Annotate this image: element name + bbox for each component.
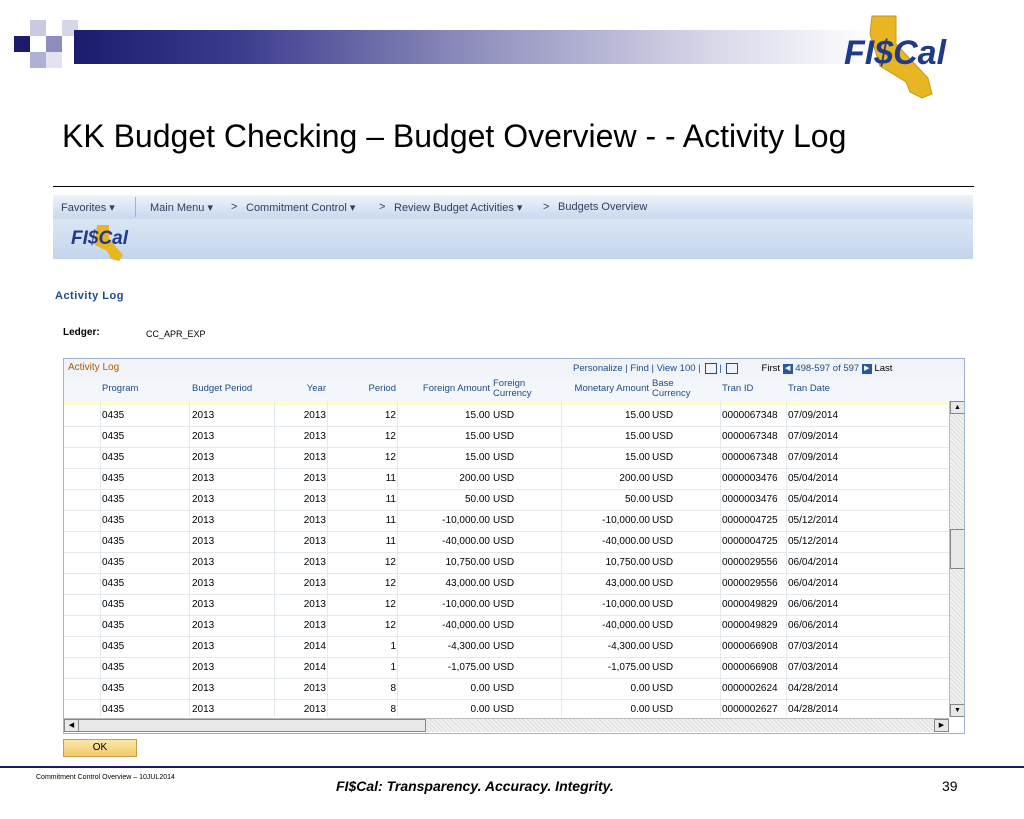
- cell-monetary-amount: 43,000.00: [605, 578, 650, 589]
- cell-year: 2013: [303, 431, 326, 442]
- table-row: [64, 636, 949, 658]
- cell-tran-date: 06/06/2014: [788, 599, 839, 610]
- footer-left-text: Commitment Control Overview – 10JUL2014: [36, 774, 175, 781]
- cell-program: 0435: [102, 473, 125, 484]
- horizontal-scrollbar[interactable]: [64, 718, 949, 732]
- table-row: [64, 615, 949, 637]
- cell-period: 12: [384, 410, 396, 421]
- cell-base-currency: USD: [652, 473, 674, 484]
- decorative-squares: [0, 0, 80, 80]
- cell-program: 0435: [102, 557, 125, 568]
- ok-button[interactable]: OK: [63, 739, 137, 757]
- cell-base-currency: USD: [652, 578, 674, 589]
- cell-tran-id: 0000049829: [722, 599, 778, 610]
- cell-tran-date: 05/04/2014: [788, 494, 839, 505]
- cell-program: 0435: [102, 578, 125, 589]
- cell-tran-id: 0000029556: [722, 578, 778, 589]
- table-row: [64, 657, 949, 679]
- cell-base-currency: USD: [652, 683, 674, 694]
- cell-foreign-currency: USD: [493, 683, 515, 694]
- header-band: [74, 30, 874, 64]
- cell-monetary-amount: -40,000.00: [602, 536, 650, 547]
- cell-monetary-amount: 200.00: [619, 473, 650, 484]
- col-base-currency[interactable]: Base Currency: [652, 378, 691, 399]
- cell-period: 12: [384, 599, 396, 610]
- cell-monetary-amount: -10,000.00: [602, 515, 650, 526]
- table-row: [64, 447, 949, 469]
- cell-tran-id: 0000049829: [722, 620, 778, 631]
- cell-foreign-currency: USD: [493, 662, 515, 673]
- cell-base-currency: USD: [652, 452, 674, 463]
- cell-period: 11: [385, 515, 396, 526]
- cell-period: 8: [390, 704, 396, 715]
- cell-tran-date: 04/28/2014: [788, 683, 839, 694]
- cell-tran-id: 0000067348: [722, 431, 778, 442]
- horizontal-scroll-thumb[interactable]: [78, 719, 426, 732]
- scroll-down-icon[interactable]: ▼: [950, 704, 965, 717]
- cell-monetary-amount: 15.00: [624, 410, 650, 421]
- cell-foreign-currency: USD: [493, 452, 515, 463]
- find-link[interactable]: Find: [630, 363, 649, 375]
- cell-program: 0435: [102, 599, 125, 610]
- cell-base-currency: USD: [652, 557, 674, 568]
- cell-foreign-currency: USD: [493, 704, 515, 715]
- cell-budget-period: 2013: [192, 683, 215, 694]
- cell-tran-date: 04/28/2014: [788, 704, 839, 715]
- cell-monetary-amount: 15.00: [624, 431, 650, 442]
- cell-program: 0435: [102, 662, 125, 673]
- breadcrumb-arrow-icon: >: [379, 201, 386, 213]
- cell-period: 1: [390, 662, 396, 673]
- cell-tran-id: 0000004725: [722, 515, 778, 526]
- cell-tran-id: 0000029556: [722, 557, 778, 568]
- cell-budget-period: 2013: [192, 620, 215, 631]
- cell-foreign-amount: -4,300.00: [447, 641, 490, 652]
- favorites-menu[interactable]: Favorites ▾: [61, 202, 115, 214]
- title-divider: [53, 186, 974, 187]
- ledger-label: Ledger:: [63, 327, 100, 338]
- cell-period: 12: [384, 620, 396, 631]
- cell-year: 2013: [303, 599, 326, 610]
- nav-separator: [135, 197, 136, 217]
- cell-foreign-amount: -1,075.00: [447, 662, 490, 673]
- cell-foreign-amount: 15.00: [464, 431, 490, 442]
- app-logo: [71, 225, 161, 266]
- cell-monetary-amount: 0.00: [630, 683, 650, 694]
- cell-foreign-amount: -40,000.00: [442, 620, 490, 631]
- cell-tran-date: 06/04/2014: [788, 578, 839, 589]
- first-link[interactable]: First: [761, 363, 780, 375]
- cell-period: 11: [385, 494, 396, 505]
- cell-budget-period: 2013: [192, 515, 215, 526]
- cell-year: 2013: [303, 578, 326, 589]
- cell-foreign-currency: USD: [493, 431, 515, 442]
- cell-budget-period: 2013: [192, 536, 215, 547]
- cell-year: 2013: [303, 494, 326, 505]
- col-foreign-currency[interactable]: Foreign Currency: [493, 378, 532, 399]
- cell-year: 2013: [303, 452, 326, 463]
- cell-foreign-currency: USD: [493, 620, 515, 631]
- scroll-right-icon[interactable]: ▶: [934, 719, 949, 732]
- fiscal-logo: [840, 14, 980, 100]
- cell-monetary-amount: -10,000.00: [602, 599, 650, 610]
- breadcrumb-arrow-icon: >: [231, 201, 238, 213]
- cell-budget-period: 2013: [192, 704, 215, 715]
- cell-monetary-amount: -4,300.00: [607, 641, 650, 652]
- cell-base-currency: USD: [652, 431, 674, 442]
- download-spreadsheet-icon[interactable]: [726, 363, 738, 374]
- cell-monetary-amount: -1,075.00: [607, 662, 650, 673]
- cell-tran-id: 0000003476: [722, 473, 778, 484]
- cell-foreign-amount: -40,000.00: [442, 536, 490, 547]
- cell-period: 12: [384, 452, 396, 463]
- cell-base-currency: USD: [652, 704, 674, 715]
- cell-foreign-amount: 50.00: [464, 494, 490, 505]
- cell-base-currency: USD: [652, 494, 674, 505]
- cell-foreign-amount: 0.00: [470, 704, 490, 715]
- cell-tran-id: 0000003476: [722, 494, 778, 505]
- cell-tran-date: 05/12/2014: [788, 515, 839, 526]
- cell-budget-period: 2013: [192, 431, 215, 442]
- cell-program: 0435: [102, 704, 125, 715]
- cell-foreign-currency: USD: [493, 473, 515, 484]
- col-tran-id[interactable]: Tran ID: [722, 383, 754, 394]
- cell-year: 2013: [303, 536, 326, 547]
- cell-program: 0435: [102, 494, 125, 505]
- cell-program: 0435: [102, 410, 125, 421]
- app-logo-text: FI$Cal: [71, 228, 129, 249]
- col-monetary-amount[interactable]: Monetary Amount: [574, 383, 649, 394]
- cell-tran-date: 07/03/2014: [788, 662, 839, 673]
- brand-bar: [53, 219, 973, 259]
- cell-budget-period: 2013: [192, 557, 215, 568]
- cell-year: 2014: [303, 662, 326, 673]
- cell-base-currency: USD: [652, 599, 674, 610]
- cell-foreign-currency: USD: [493, 536, 515, 547]
- breadcrumb-review-budget-activities[interactable]: Review Budget Activities ▾: [394, 202, 523, 214]
- cell-base-currency: USD: [652, 662, 674, 673]
- cell-period: 11: [385, 473, 396, 484]
- cell-tran-id: 0000067348: [722, 452, 778, 463]
- cell-foreign-amount: 43,000.00: [445, 578, 490, 589]
- cell-budget-period: 2013: [192, 599, 215, 610]
- cell-period: 12: [384, 578, 396, 589]
- cell-budget-period: 2013: [192, 494, 215, 505]
- cell-foreign-amount: 15.00: [464, 452, 490, 463]
- vertical-scroll-thumb[interactable]: [950, 529, 965, 569]
- cell-tran-id: 0000066908: [722, 641, 778, 652]
- grid-title: Activity Log: [68, 362, 120, 373]
- cell-foreign-amount: 15.00: [464, 410, 490, 421]
- cell-budget-period: 2013: [192, 452, 215, 463]
- last-link[interactable]: Last: [874, 363, 893, 375]
- cell-tran-id: 0000066908: [722, 662, 778, 673]
- cell-foreign-currency: USD: [493, 494, 515, 505]
- cell-budget-period: 2013: [192, 473, 215, 484]
- col-foreign-amount[interactable]: Foreign Amount: [422, 383, 490, 394]
- cell-foreign-currency: USD: [493, 557, 515, 568]
- col-program[interactable]: Program: [102, 383, 139, 394]
- col-period[interactable]: Period: [368, 383, 396, 394]
- table-row: [64, 552, 949, 574]
- cell-foreign-amount: 10,750.00: [445, 557, 490, 568]
- table-row: [64, 594, 949, 616]
- grid-header: [64, 359, 964, 378]
- cell-foreign-currency: USD: [493, 578, 515, 589]
- cell-program: 0435: [102, 431, 125, 442]
- table-row: [64, 510, 949, 532]
- cell-monetary-amount: 10,750.00: [605, 557, 650, 568]
- table-row: [64, 531, 949, 553]
- cell-year: 2013: [303, 557, 326, 568]
- cell-foreign-amount: 200.00: [459, 473, 490, 484]
- cell-budget-period: 2013: [192, 578, 215, 589]
- cell-period: 11: [385, 536, 396, 547]
- breadcrumb-budgets-overview[interactable]: Budgets Overview: [558, 201, 648, 213]
- previous-page-icon[interactable]: ◀: [783, 364, 793, 374]
- cell-foreign-amount: -10,000.00: [442, 515, 490, 526]
- cell-period: 1: [390, 641, 396, 652]
- table-row: [64, 489, 949, 511]
- col-tran-date[interactable]: Tran Date: [788, 383, 830, 394]
- cell-year: 2014: [303, 641, 326, 652]
- cell-program: 0435: [102, 641, 125, 652]
- cell-tran-date: 07/03/2014: [788, 641, 839, 652]
- table-row: [64, 573, 949, 595]
- zoom-grid-icon[interactable]: [705, 363, 717, 374]
- cell-tran-date: 06/04/2014: [788, 557, 839, 568]
- cell-foreign-currency: USD: [493, 641, 515, 652]
- cell-tran-date: 07/09/2014: [788, 431, 839, 442]
- cell-foreign-currency: USD: [493, 599, 515, 610]
- column-headers: [64, 377, 964, 402]
- cell-tran-date: 06/06/2014: [788, 620, 839, 631]
- cell-program: 0435: [102, 515, 125, 526]
- cell-tran-id: 0000067348: [722, 410, 778, 421]
- cell-program: 0435: [102, 452, 125, 463]
- cell-base-currency: USD: [652, 536, 674, 547]
- cell-tran-id: 0000004725: [722, 536, 778, 547]
- cell-period: 12: [384, 431, 396, 442]
- cell-budget-period: 2013: [192, 641, 215, 652]
- cell-program: 0435: [102, 683, 125, 694]
- footer-tagline: FI$Cal: Transparency. Accuracy. Integrity.: [336, 778, 614, 794]
- scroll-up-icon[interactable]: ▲: [950, 401, 965, 414]
- row-range: 498-597 of 597: [795, 363, 860, 375]
- app-window: [53, 195, 973, 760]
- cell-year: 2013: [303, 515, 326, 526]
- navigation-bar: [53, 195, 973, 219]
- page-title: Activity Log: [55, 290, 124, 302]
- cell-period: 12: [384, 557, 396, 568]
- slide-title: KK Budget Checking – Budget Overview - - Activity Log: [62, 118, 847, 154]
- breadcrumb-arrow-icon: >: [543, 201, 550, 213]
- cell-foreign-currency: USD: [493, 515, 515, 526]
- page-number: 39: [942, 778, 958, 794]
- cell-base-currency: USD: [652, 410, 674, 421]
- cell-budget-period: 2013: [192, 410, 215, 421]
- cell-monetary-amount: 0.00: [630, 704, 650, 715]
- scroll-left-icon[interactable]: ◀: [64, 719, 79, 732]
- cell-tran-date: 07/09/2014: [788, 452, 839, 463]
- cell-tran-date: 07/09/2014: [788, 410, 839, 421]
- cell-monetary-amount: 15.00: [624, 452, 650, 463]
- main-menu[interactable]: Main Menu ▾: [150, 202, 213, 214]
- cell-program: 0435: [102, 620, 125, 631]
- col-year[interactable]: Year: [306, 383, 326, 394]
- grid-toolbar: Personalize | Find | View 100 | | First ◀ 498-597 of 597 ▶ Last: [573, 363, 893, 375]
- cell-tran-id: 0000002624: [722, 683, 778, 694]
- table-row: [64, 468, 949, 490]
- cell-base-currency: USD: [652, 620, 674, 631]
- footer-rule: [0, 766, 1024, 768]
- cell-year: 2013: [303, 620, 326, 631]
- cell-year: 2013: [303, 410, 326, 421]
- cell-year: 2013: [303, 683, 326, 694]
- fiscal-logo-text: FI$Cal: [844, 34, 947, 72]
- col-budget-period[interactable]: Budget Period: [192, 383, 253, 394]
- cell-monetary-amount: -40,000.00: [602, 620, 650, 631]
- table-row: [64, 405, 949, 427]
- cell-year: 2013: [303, 473, 326, 484]
- cell-tran-id: 0000002627: [722, 704, 778, 715]
- cell-budget-period: 2013: [192, 662, 215, 673]
- personalize-link[interactable]: Personalize: [573, 363, 623, 375]
- cell-foreign-amount: 0.00: [470, 683, 490, 694]
- cell-tran-date: 05/12/2014: [788, 536, 839, 547]
- activity-log-grid: [63, 358, 965, 734]
- cell-year: 2013: [303, 704, 326, 715]
- next-page-icon[interactable]: ▶: [862, 364, 872, 374]
- table-row: [64, 426, 949, 448]
- cell-foreign-currency: USD: [493, 410, 515, 421]
- cell-monetary-amount: 50.00: [624, 494, 650, 505]
- vertical-scrollbar[interactable]: [949, 401, 964, 717]
- breadcrumb-commitment-control[interactable]: Commitment Control ▾: [246, 202, 356, 214]
- cell-tran-date: 05/04/2014: [788, 473, 839, 484]
- cell-foreign-amount: -10,000.00: [442, 599, 490, 610]
- ledger-value: CC_APR_EXP: [146, 329, 206, 339]
- cell-program: 0435: [102, 536, 125, 547]
- view-100-link[interactable]: View 100: [656, 363, 696, 375]
- cell-base-currency: USD: [652, 641, 674, 652]
- cell-base-currency: USD: [652, 515, 674, 526]
- table-row: [64, 678, 949, 700]
- cell-period: 8: [390, 683, 396, 694]
